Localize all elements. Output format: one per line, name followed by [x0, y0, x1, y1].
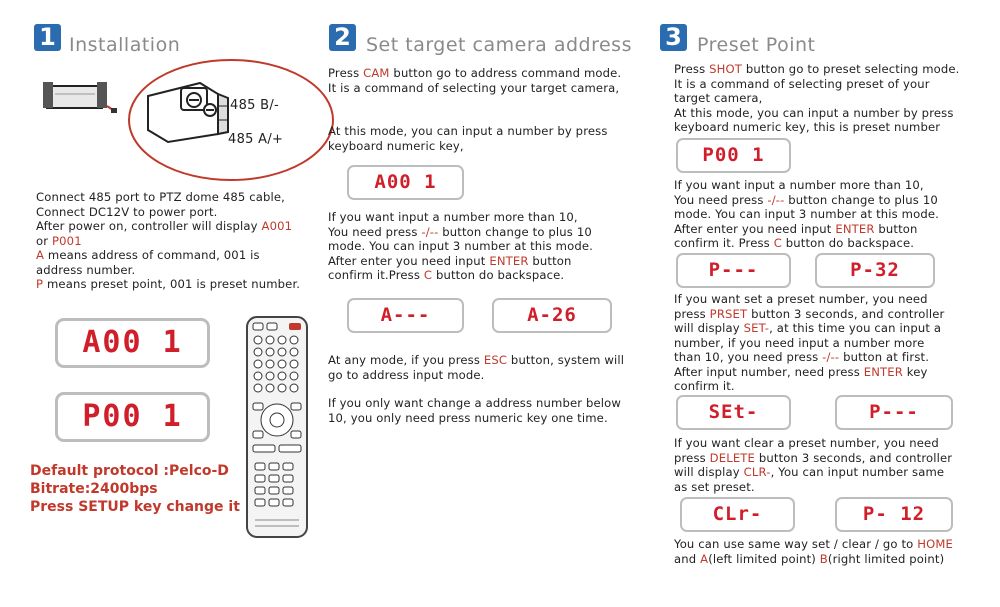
preset-text: After enter you need input — [674, 221, 836, 236]
preset-line: If you want clear a preset number, you need — [674, 436, 939, 450]
preset-highlight: B — [819, 551, 828, 566]
address-text: button, system will — [507, 353, 625, 367]
address-text: button change to plus 10 — [438, 224, 592, 239]
preset-text: press — [674, 306, 710, 321]
lcd-display-set: SEt- — [676, 395, 791, 430]
preset-highlight: C — [773, 236, 782, 250]
install-line: Connect 485 port to PTZ dome 485 cable, — [36, 190, 286, 204]
preset-text: confirm it. Press — [674, 236, 774, 250]
address-text: After enter you need input — [328, 253, 490, 268]
preset-intro-text — [674, 62, 996, 135]
label-485-b: 485 B/- — [230, 98, 280, 113]
preset-text: and — [674, 551, 701, 566]
installation-diagram — [35, 58, 335, 188]
protocol-text: Default protocol :Pelco-D — [30, 463, 229, 479]
install-highlight: P — [36, 277, 44, 291]
section-3-title: Preset Point — [697, 34, 816, 56]
address-highlight: ESC — [483, 353, 508, 367]
preset-text: button go to preset selecting mode. — [742, 62, 960, 76]
controller-device-illustration — [43, 82, 117, 113]
preset-text: button at first. — [839, 350, 930, 364]
install-line: address number. — [36, 262, 136, 277]
preset-highlight: ENTER — [863, 364, 903, 379]
preset-text: , You can input number same — [770, 465, 945, 479]
lcd-display-a001: A00 1 — [55, 318, 210, 368]
terminal-connector-illustration — [148, 83, 228, 142]
preset-highlight: -/-- — [822, 350, 840, 364]
section-3-badge: 3 — [660, 24, 687, 51]
preset-text: , at this time you can input a — [769, 321, 942, 335]
preset-text: (right limited point) — [827, 551, 945, 566]
preset-text: (left limited point) — [708, 551, 820, 566]
preset-text: will display — [674, 465, 744, 479]
preset-highlight: DELETE — [709, 450, 756, 465]
preset-set-text — [674, 292, 996, 394]
bitrate-text: Bitrate:2400bps — [30, 481, 158, 497]
preset-text: button 3 seconds, and controller — [755, 450, 953, 465]
preset-text: You can use same way set / clear / go to — [674, 537, 918, 551]
preset-line: as set preset. — [674, 479, 755, 494]
lcd-display-a26: A-26 — [492, 298, 612, 333]
preset-home-text — [674, 537, 996, 566]
preset-text: key — [902, 364, 928, 379]
address-intro-text — [328, 66, 658, 95]
address-line: 10, you only need press numeric key one time. — [328, 410, 608, 425]
preset-highlight: CLR- — [743, 465, 771, 479]
install-highlight: A — [36, 248, 45, 262]
preset-line: keyboard numeric key, this is preset number — [674, 120, 941, 134]
section-1-badge: 1 — [34, 24, 61, 51]
install-text: means preset point, 001 is preset number. — [43, 277, 301, 291]
preset-text: button — [874, 221, 918, 236]
address-line: At this mode, you can input a number by press — [328, 124, 608, 138]
address-line: keyboard numeric key, — [328, 138, 464, 153]
preset-line: number, if you need input a number more — [674, 335, 925, 350]
preset-text: Press — [674, 62, 710, 76]
install-text: means address of command, 001 is — [44, 248, 260, 262]
lcd-display-p12: P- 12 — [835, 497, 953, 532]
lcd-display-p-dashes-2: P--- — [835, 395, 953, 430]
install-line: Connect DC12V to power port. — [36, 204, 218, 219]
preset-line: If you want set a preset number, you need — [674, 292, 928, 306]
address-highlight: -/-- — [421, 224, 439, 239]
preset-line: mode. You can input 3 number at this mode. — [674, 207, 939, 221]
preset-highlight: SHOT — [709, 62, 742, 76]
address-line: It is a command of selecting your target camera, — [328, 80, 620, 95]
address-highlight: C — [423, 268, 433, 282]
address-text: button go to address command mode. — [389, 66, 622, 80]
preset-text: will display — [674, 321, 744, 335]
address-text: At any mode, if you press — [328, 353, 484, 367]
address-line: mode. You can input 3 number at this mode. — [328, 239, 593, 253]
preset-line: At this mode, you can input a number by press — [674, 105, 954, 120]
preset-highlight: A — [700, 551, 709, 566]
installation-text — [36, 190, 336, 292]
section-1-title: Installation — [69, 34, 181, 56]
preset-text: button change to plus 10 — [784, 192, 938, 207]
address-text: confirm it.Press — [328, 268, 424, 282]
address-line: go to address input mode. — [328, 367, 485, 382]
preset-line: If you want input a number more than 10, — [674, 178, 924, 192]
lcd-display-p001-small: P00 1 — [676, 138, 791, 173]
address-text: button — [528, 253, 572, 268]
preset-text: You need press — [674, 192, 768, 207]
protocol-info — [30, 462, 250, 516]
preset-highlight: HOME — [917, 537, 954, 551]
section-2-title: Set target camera address — [366, 34, 632, 56]
preset-line: confirm it. — [674, 379, 735, 393]
address-line: If you only want change a address number below — [328, 396, 622, 410]
preset-line: It is a command of selecting preset of your — [674, 76, 930, 91]
setup-text: Press SETUP key change it — [30, 499, 240, 515]
lcd-display-p001: P00 1 — [55, 392, 210, 442]
install-highlight: P001 — [52, 233, 82, 248]
install-highlight: A001 — [261, 219, 293, 233]
install-text: or — [36, 233, 52, 248]
lcd-display-p32: P-32 — [815, 253, 935, 288]
lcd-display-a-dashes: A--- — [347, 298, 464, 333]
address-plus10-text — [328, 210, 658, 283]
preset-highlight: -/-- — [767, 192, 785, 207]
preset-text: button 3 seconds, and controller — [747, 306, 945, 321]
address-text: You need press — [328, 224, 422, 239]
install-text: After power on, controller will display — [36, 219, 262, 233]
section-2-badge: 2 — [329, 24, 356, 51]
address-mode-text — [328, 124, 658, 153]
remote-control-illustration — [245, 315, 310, 540]
address-text: Press — [328, 66, 364, 80]
address-esc-text — [328, 353, 658, 382]
address-line: If you want input a number more than 10, — [328, 210, 578, 224]
address-highlight: ENTER — [489, 253, 529, 268]
address-text: button do backspace. — [432, 268, 565, 282]
preset-text: After input number, need press — [674, 364, 864, 379]
preset-text: button do backspace. — [781, 236, 915, 250]
preset-highlight: SET- — [743, 321, 770, 335]
address-single-text — [328, 396, 658, 425]
preset-text: than 10, you need press — [674, 350, 823, 364]
lcd-display-a001-small: A00 1 — [347, 165, 464, 200]
preset-text: press — [674, 450, 710, 465]
preset-highlight: PRSET — [709, 306, 748, 321]
lcd-display-clr: CLr- — [680, 497, 795, 532]
preset-highlight: ENTER — [835, 221, 875, 236]
preset-plus10-text — [674, 178, 996, 251]
lcd-display-p-dashes: P--- — [676, 253, 791, 288]
label-485-a: 485 A/+ — [228, 132, 284, 147]
preset-clear-text — [674, 436, 996, 494]
address-highlight: CAM — [363, 66, 390, 80]
preset-line: target camera, — [674, 91, 763, 105]
